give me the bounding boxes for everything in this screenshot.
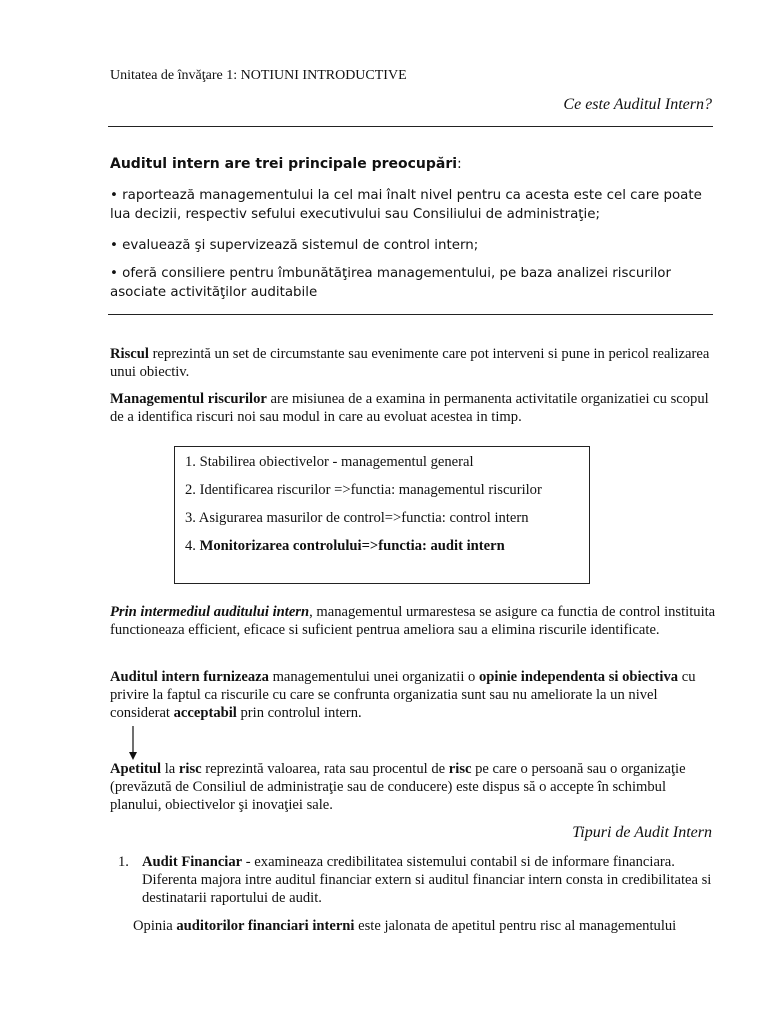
section-title-tipuri: Tipuri de Audit Intern	[572, 824, 712, 841]
page-question: Ce este Auditul Intern?	[563, 96, 712, 113]
apetitul-paragraph: Apetitul la risc reprezintă valoarea, rata sau procentul de risc pe care o persoană sau o organizaţie (prevăzută de Consiliul de administraţie sau de conducere) este dispus să o accepte în schimbul planului, obiectivelor şi inovaţiei sale.	[110, 761, 686, 813]
prin-paragraph: Prin intermediul auditului intern, managementul urmarestesa se asigure ca functia de control instituita functioneaza efficient, eficace si suficient pentrua ameliora sau a elimina riscurile identificate.	[110, 604, 716, 638]
management-paragraph: Managementul riscurilor are misiunea de a examina in permanenta activitatile organizatiei cu scopul de a identifica riscuri noi sau modul in care au evoluat acestea in timp.	[110, 391, 709, 425]
process-step-1: 1. Stabilirea obiectivelor - managementul general	[185, 454, 474, 470]
process-step-3: 3. Asigurarea masurilor de control=>functia: control intern	[185, 510, 529, 526]
audit-financiar-item: Audit Financiar - examineaza credibilitatea sistemului contabil si de informare financiara. Diferenta majora intre auditul financiar extern si auditul financiar intern consta in credibilitatea si destinatarii raportului de audit.	[142, 854, 712, 906]
process-box	[174, 446, 590, 584]
down-arrow-icon	[128, 726, 138, 760]
divider-middle	[108, 314, 713, 315]
process-step-2: 2. Identificarea riscurilor =>functia: managementul riscurilor	[185, 482, 542, 498]
list-number-1: 1.	[118, 854, 129, 870]
preocupari-item-1: • raportează managementului la cel mai înalt nivel pentru ca acesta este cel care poate lua decizii, respectiv sefului executivului sau Consiliului de administraţie;	[110, 188, 702, 222]
preocupari-item-3: • oferă consiliere pentru îmbunătăţirea managementului, pe baza analizei riscurilor asociate activităţilor auditabile	[110, 266, 671, 300]
riscul-paragraph: Riscul reprezintă un set de circumstante sau evenimente care pot interveni si pune in pericol realizarea unui obiectiv.	[110, 346, 710, 380]
process-step-4: 4. Monitorizarea controlului=>functia: audit intern	[185, 538, 505, 554]
furnizeaza-paragraph: Auditul intern furnizeaza managementului unei organizatii o opinie independenta si obiectiva cu privire la faptul ca riscurile cu care se confrunta organizatia sunt sau nu ameliorate la un nivel considerat acceptabil prin controlul intern.	[110, 669, 696, 721]
opinia-paragraph: Opinia auditorilor financiari interni este jalonata de apetitul pentru risc al managementului	[133, 918, 677, 934]
unit-header: Unitatea de învăţare 1: NOTIUNI INTRODUCTIVE	[110, 68, 407, 83]
preocupari-item-2: • evaluează şi supervizează sistemul de control intern;	[110, 238, 479, 253]
preocupari-title: Auditul intern are trei principale preocupări:	[110, 156, 462, 172]
divider-top	[108, 126, 713, 127]
